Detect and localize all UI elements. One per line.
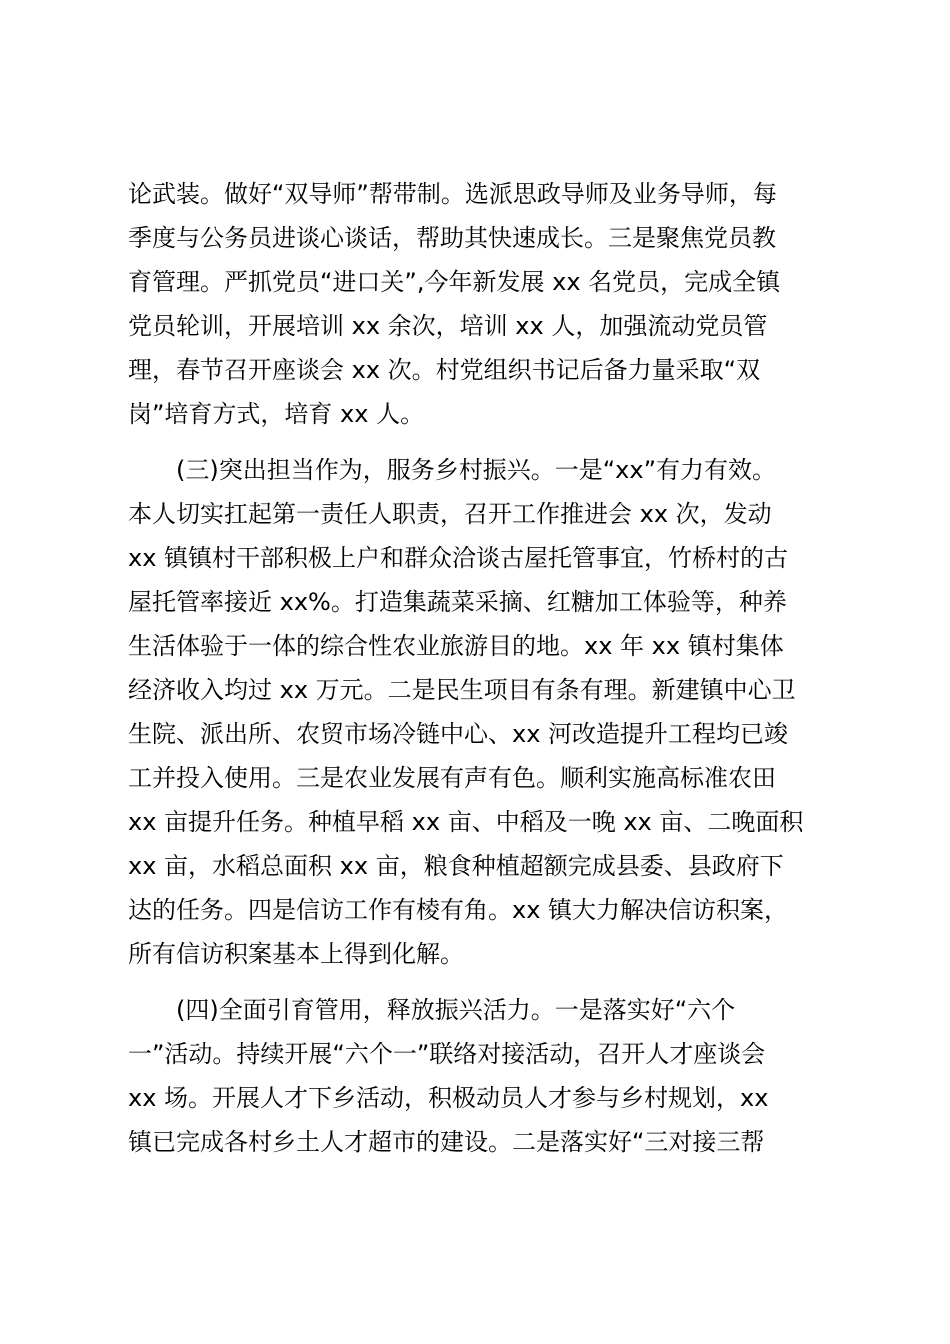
paragraph-talent-cultivation <box>128 988 833 1164</box>
paragraph-rural-revitalization <box>128 448 833 976</box>
text-line: 一”活动。持续开展“六个一”联络对接活动，召开人才座谈会 <box>128 1040 766 1068</box>
text-line: xx 镇镇村干部积极上户和群众洽谈古屋托管事宜，竹桥村的古 <box>128 544 789 572</box>
text-line: 屋托管率接近 xx%。打造集蔬菜采摘、红糖加工体验等，种养 <box>128 588 787 616</box>
text-line: xx 亩提升任务。种植早稻 xx 亩、中稻及一晚 xx 亩、二晚面积 <box>128 808 804 836</box>
section-heading-line: (三)突出担当作为，服务乡村振兴。一是“xx”有力有效。 <box>176 456 776 484</box>
text-line: 经济收入均过 xx 万元。二是民生项目有条有理。新建镇中心卫 <box>128 676 796 704</box>
section-heading-line: (四)全面引育管用，释放振兴活力。一是落实好“六个 <box>176 996 736 1024</box>
text-line: 所有信访积案基本上得到化解。 <box>128 940 464 968</box>
text-line: 党员轮训，开展培训 xx 余次，培训 xx 人，加强流动党员管 <box>128 312 768 340</box>
text-line: 镇已完成各村乡土人才超市的建设。二是落实好“三对接三帮 <box>128 1128 765 1156</box>
text-line: 工并投入使用。三是农业发展有声有色。顺利实施高标准农田 <box>128 764 776 792</box>
text-line: 论武装。做好“双导师”帮带制。选派思政导师及业务导师，每 <box>128 180 777 208</box>
text-line: 理，春节召开座谈会 xx 次。村党组织书记后备力量采取“双 <box>128 356 761 384</box>
text-line: 生活体验于一体的综合性农业旅游目的地。xx 年 xx 镇村集体 <box>128 632 784 660</box>
document-body <box>128 172 833 1164</box>
text-line: 达的任务。四是信访工作有棱有角。xx 镇大力解决信访积案， <box>128 896 789 924</box>
text-line: 岗”培育方式，培育 xx 人。 <box>128 400 425 428</box>
text-line: xx 场。开展人才下乡活动，积极动员人才参与乡村规划，xx <box>128 1084 769 1112</box>
text-line: 本人切实扛起第一责任人职责，召开工作推进会 xx 次，发动 <box>128 500 772 528</box>
text-line: 育管理。严抓党员“进口关”,今年新发展 xx 名党员，完成全镇 <box>128 268 781 296</box>
text-line: 生院、派出所、农贸市场冷链中心、xx 河改造提升工程均已竣 <box>128 720 789 748</box>
text-line: 季度与公务员进谈心谈话，帮助其快速成长。三是聚焦党员教 <box>128 224 776 252</box>
text-line: xx 亩，水稻总面积 xx 亩，粮食种植超额完成县委、县政府下 <box>128 852 784 880</box>
paragraph-party-building <box>128 172 833 436</box>
